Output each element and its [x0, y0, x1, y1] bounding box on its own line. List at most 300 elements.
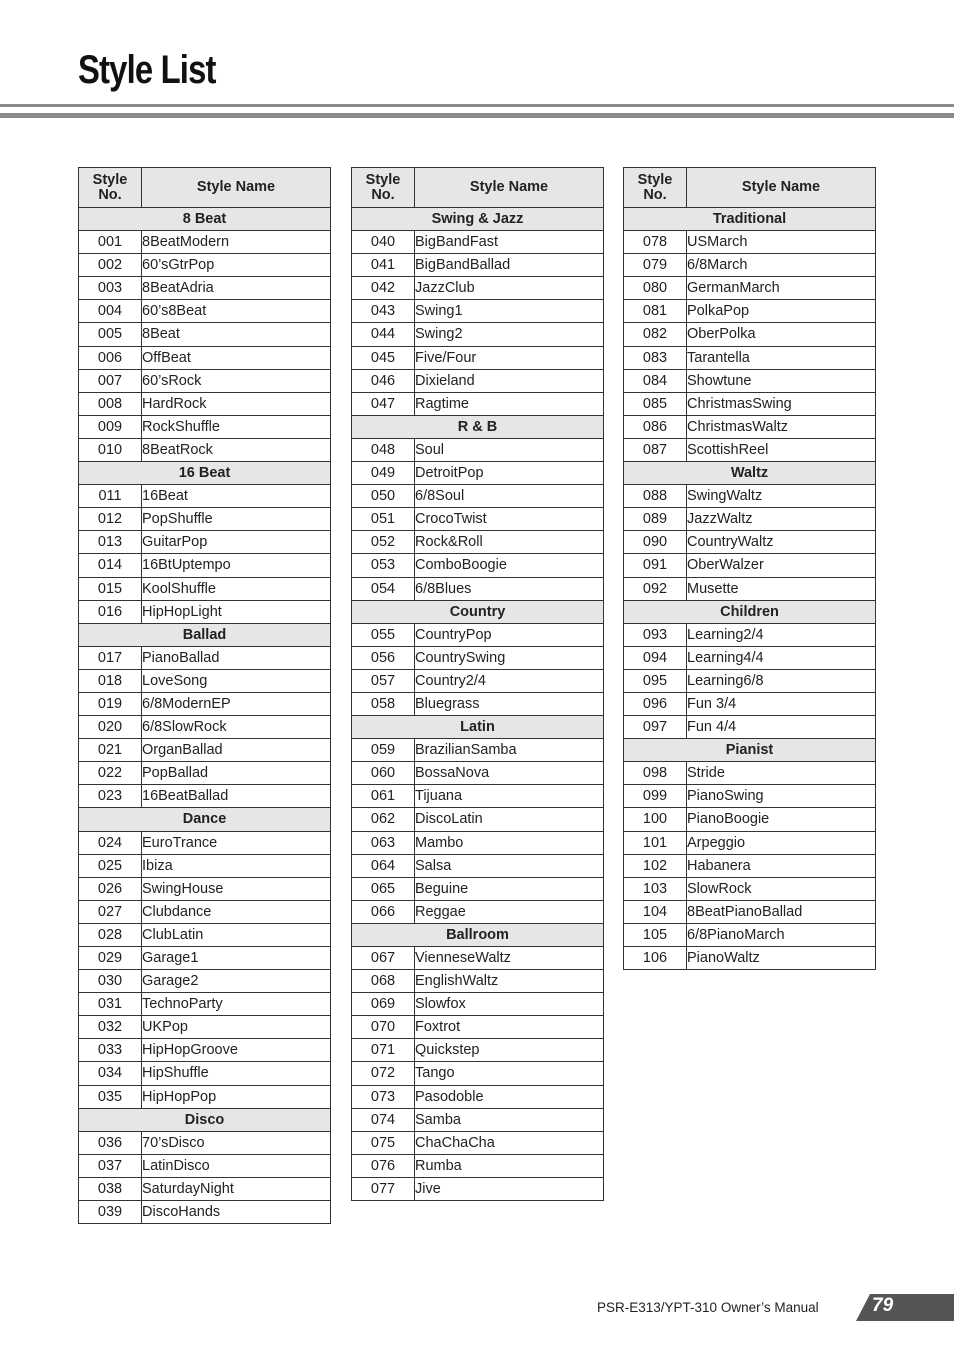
table-row [624, 623, 876, 646]
style-name: 6/8Blues [415, 577, 604, 600]
style-number: 023 [79, 785, 142, 808]
style-name: Five/Four [415, 346, 604, 369]
style-number: 060 [352, 762, 415, 785]
style-number: 008 [79, 392, 142, 415]
style-name: CountryPop [415, 623, 604, 646]
table-row [79, 577, 331, 600]
style-name: Dixieland [415, 369, 604, 392]
table-row [624, 346, 876, 369]
table-row [624, 323, 876, 346]
style-number: 105 [624, 923, 687, 946]
category-row [79, 808, 331, 831]
style-name: Swing1 [415, 300, 604, 323]
page-number: 79 [872, 1295, 894, 1316]
table-row [352, 369, 604, 392]
table-row [352, 254, 604, 277]
table-row [624, 923, 876, 946]
style-number: 033 [79, 1039, 142, 1062]
style-number: 067 [352, 947, 415, 970]
style-number: 006 [79, 346, 142, 369]
style-number: 074 [352, 1108, 415, 1131]
category-label: R & B [352, 415, 604, 438]
style-number: 058 [352, 692, 415, 715]
style-number: 095 [624, 669, 687, 692]
table-row [624, 808, 876, 831]
style-number: 018 [79, 669, 142, 692]
table-row [79, 1201, 331, 1224]
style-name: Rock&Roll [415, 531, 604, 554]
style-name: SlowRock [687, 877, 876, 900]
style-number: 041 [352, 254, 415, 277]
style-name: Ibiza [142, 854, 331, 877]
style-number: 003 [79, 277, 142, 300]
style-name: 6/8March [687, 254, 876, 277]
table-row [79, 369, 331, 392]
table-row [79, 600, 331, 623]
style-name: Samba [415, 1108, 604, 1131]
style-no-header: Style No. [624, 168, 687, 208]
style-name: 60’s8Beat [142, 300, 331, 323]
table-row [352, 323, 604, 346]
style-number: 066 [352, 900, 415, 923]
table-row [624, 785, 876, 808]
table-row [79, 692, 331, 715]
style-number: 059 [352, 739, 415, 762]
table-row [79, 323, 331, 346]
category-label: 8 Beat [79, 208, 331, 231]
table-row [624, 669, 876, 692]
table-row [79, 669, 331, 692]
style-number: 090 [624, 531, 687, 554]
category-label: 16 Beat [79, 462, 331, 485]
style-name: JazzClub [415, 277, 604, 300]
style-number: 089 [624, 508, 687, 531]
style-number: 073 [352, 1085, 415, 1108]
style-number: 077 [352, 1177, 415, 1200]
style-name: CountryWaltz [687, 531, 876, 554]
table-row [79, 1085, 331, 1108]
table-row [79, 854, 331, 877]
style-name: 60’sGtrPop [142, 254, 331, 277]
style-name: BigBandBallad [415, 254, 604, 277]
style-name: Beguine [415, 877, 604, 900]
style-number: 054 [352, 577, 415, 600]
style-number: 020 [79, 716, 142, 739]
style-number: 099 [624, 785, 687, 808]
style-number: 096 [624, 692, 687, 715]
style-name: EnglishWaltz [415, 970, 604, 993]
table-row [352, 1154, 604, 1177]
table-header-row [624, 168, 876, 208]
table-row [79, 1177, 331, 1200]
style-number: 044 [352, 323, 415, 346]
style-name: Learning4/4 [687, 646, 876, 669]
table-row [624, 392, 876, 415]
style-name: Learning2/4 [687, 623, 876, 646]
style-name: TechnoParty [142, 993, 331, 1016]
table-row [624, 254, 876, 277]
style-number: 021 [79, 739, 142, 762]
style-number: 072 [352, 1062, 415, 1085]
style-name: 6/8ModernEP [142, 692, 331, 715]
style-name: GuitarPop [142, 531, 331, 554]
style-name: PianoBallad [142, 646, 331, 669]
table-row [352, 808, 604, 831]
page-title: Style List [78, 48, 216, 92]
style-name: Soul [415, 438, 604, 461]
category-label: Country [352, 600, 604, 623]
page-number-tab [856, 1294, 954, 1321]
style-number: 009 [79, 415, 142, 438]
table-row [79, 392, 331, 415]
table-row [79, 762, 331, 785]
style-number: 026 [79, 877, 142, 900]
style-name: HipHopGroove [142, 1039, 331, 1062]
style-number: 045 [352, 346, 415, 369]
table-row [352, 646, 604, 669]
style-number: 025 [79, 854, 142, 877]
header-rule-bottom [0, 113, 954, 118]
style-name: UKPop [142, 1016, 331, 1039]
style-name: Garage2 [142, 970, 331, 993]
style-name: 8BeatModern [142, 231, 331, 254]
style-name: Showtune [687, 369, 876, 392]
style-name: USMarch [687, 231, 876, 254]
style-number: 071 [352, 1039, 415, 1062]
style-name: ChristmasWaltz [687, 415, 876, 438]
table-row [352, 277, 604, 300]
style-number: 104 [624, 900, 687, 923]
table-row [352, 1131, 604, 1154]
table-row [79, 485, 331, 508]
table-row [79, 531, 331, 554]
table-row [352, 785, 604, 808]
style-number: 005 [79, 323, 142, 346]
category-row [624, 739, 876, 762]
category-label: Waltz [624, 462, 876, 485]
category-label: Latin [352, 716, 604, 739]
table-row [79, 900, 331, 923]
style-table-2 [351, 167, 604, 1201]
style-number: 102 [624, 854, 687, 877]
style-number: 063 [352, 831, 415, 854]
style-name: Swing2 [415, 323, 604, 346]
style-number: 030 [79, 970, 142, 993]
style-name: BigBandFast [415, 231, 604, 254]
style-number: 007 [79, 369, 142, 392]
table-row [79, 716, 331, 739]
table-row [352, 438, 604, 461]
style-table-1 [78, 167, 331, 1224]
style-number: 068 [352, 970, 415, 993]
style-number: 050 [352, 485, 415, 508]
style-name: PianoSwing [687, 785, 876, 808]
style-name: HipHopLight [142, 600, 331, 623]
category-row [352, 415, 604, 438]
style-number: 065 [352, 877, 415, 900]
table-row [79, 785, 331, 808]
table-row [352, 346, 604, 369]
table-row [352, 300, 604, 323]
style-name: Salsa [415, 854, 604, 877]
table-row [79, 438, 331, 461]
table-row [352, 1039, 604, 1062]
style-number: 057 [352, 669, 415, 692]
table-row [624, 415, 876, 438]
style-name: Slowfox [415, 993, 604, 1016]
style-name: OberPolka [687, 323, 876, 346]
table-row [352, 531, 604, 554]
style-name: 70’sDisco [142, 1131, 331, 1154]
table-row [352, 577, 604, 600]
style-name: 16Beat [142, 485, 331, 508]
table-row [624, 831, 876, 854]
table-row [624, 438, 876, 461]
style-number: 012 [79, 508, 142, 531]
table-row [352, 854, 604, 877]
table-row [624, 692, 876, 715]
style-number: 002 [79, 254, 142, 277]
table-row [624, 277, 876, 300]
style-number: 036 [79, 1131, 142, 1154]
style-number: 092 [624, 577, 687, 600]
style-number: 015 [79, 577, 142, 600]
style-name: Tarantella [687, 346, 876, 369]
style-number: 087 [624, 438, 687, 461]
style-name: 6/8Soul [415, 485, 604, 508]
table-row [352, 1016, 604, 1039]
style-number: 035 [79, 1085, 142, 1108]
style-name: 60’sRock [142, 369, 331, 392]
manual-name: PSR-E313/YPT-310 Owner’s Manual [597, 1300, 819, 1315]
style-name-header: Style Name [415, 168, 604, 208]
style-name: 6/8SlowRock [142, 716, 331, 739]
table-row [79, 1016, 331, 1039]
category-row [624, 600, 876, 623]
table-row [79, 970, 331, 993]
style-number: 046 [352, 369, 415, 392]
style-no-header: Style No. [352, 168, 415, 208]
table-row [352, 392, 604, 415]
table-row [79, 993, 331, 1016]
style-name: 8BeatPianoBallad [687, 900, 876, 923]
style-number: 042 [352, 277, 415, 300]
header-rule-top [0, 104, 954, 107]
style-number: 076 [352, 1154, 415, 1177]
category-row [352, 208, 604, 231]
category-row [79, 208, 331, 231]
style-name: PianoBoogie [687, 808, 876, 831]
style-name: Foxtrot [415, 1016, 604, 1039]
table-row [352, 1085, 604, 1108]
table-row [352, 231, 604, 254]
style-name: OberWalzer [687, 554, 876, 577]
style-name: SaturdayNight [142, 1177, 331, 1200]
style-name: Clubdance [142, 900, 331, 923]
category-row [352, 716, 604, 739]
category-row [624, 208, 876, 231]
table-row [79, 554, 331, 577]
table-row [624, 231, 876, 254]
style-name: 8Beat [142, 323, 331, 346]
style-name: Pasodoble [415, 1085, 604, 1108]
style-name: Stride [687, 762, 876, 785]
style-number: 097 [624, 716, 687, 739]
style-name: Reggae [415, 900, 604, 923]
style-name: GermanMarch [687, 277, 876, 300]
style-name: HardRock [142, 392, 331, 415]
style-number: 010 [79, 438, 142, 461]
style-name: SwingWaltz [687, 485, 876, 508]
category-label: Children [624, 600, 876, 623]
table-row [352, 993, 604, 1016]
style-number: 011 [79, 485, 142, 508]
table-row [79, 1131, 331, 1154]
table-row [624, 531, 876, 554]
style-name: Habanera [687, 854, 876, 877]
style-number: 014 [79, 554, 142, 577]
table-row [79, 739, 331, 762]
style-number: 022 [79, 762, 142, 785]
style-number: 084 [624, 369, 687, 392]
style-number: 038 [79, 1177, 142, 1200]
style-number: 069 [352, 993, 415, 1016]
table-row [624, 554, 876, 577]
style-number: 098 [624, 762, 687, 785]
style-number: 016 [79, 600, 142, 623]
style-name: 6/8PianoMarch [687, 923, 876, 946]
style-name-header: Style Name [687, 168, 876, 208]
style-name: EuroTrance [142, 831, 331, 854]
table-row [79, 877, 331, 900]
style-name: PopBallad [142, 762, 331, 785]
style-name: LoveSong [142, 669, 331, 692]
style-name: 16BtUptempo [142, 554, 331, 577]
table-row [79, 254, 331, 277]
category-row [352, 600, 604, 623]
style-number: 106 [624, 947, 687, 970]
style-number: 049 [352, 462, 415, 485]
style-name: 8BeatRock [142, 438, 331, 461]
style-name: 8BeatAdria [142, 277, 331, 300]
table-row [79, 831, 331, 854]
style-number: 079 [624, 254, 687, 277]
table-row [79, 923, 331, 946]
table-row [79, 1154, 331, 1177]
table-row [352, 1062, 604, 1085]
style-number: 019 [79, 692, 142, 715]
style-number: 028 [79, 923, 142, 946]
table-row [352, 462, 604, 485]
style-number: 048 [352, 438, 415, 461]
style-number: 043 [352, 300, 415, 323]
style-name: HipShuffle [142, 1062, 331, 1085]
style-number: 088 [624, 485, 687, 508]
style-name: Country2/4 [415, 669, 604, 692]
table-row [624, 854, 876, 877]
table-row [79, 346, 331, 369]
category-label: Disco [79, 1108, 331, 1131]
category-label: Ballroom [352, 923, 604, 946]
table-row [624, 762, 876, 785]
style-number: 040 [352, 231, 415, 254]
table-row [352, 739, 604, 762]
table-row [352, 692, 604, 715]
style-name: ClubLatin [142, 923, 331, 946]
style-name: SwingHouse [142, 877, 331, 900]
table-row [79, 947, 331, 970]
category-label: Pianist [624, 739, 876, 762]
table-row [352, 554, 604, 577]
table-row [79, 508, 331, 531]
style-number: 004 [79, 300, 142, 323]
table-row [624, 485, 876, 508]
style-name: Learning6/8 [687, 669, 876, 692]
style-name: ChristmasSwing [687, 392, 876, 415]
style-name: Fun 4/4 [687, 716, 876, 739]
style-name: 16BeatBallad [142, 785, 331, 808]
table-row [352, 900, 604, 923]
style-number: 047 [352, 392, 415, 415]
style-number: 091 [624, 554, 687, 577]
style-name: OffBeat [142, 346, 331, 369]
table-row [352, 947, 604, 970]
style-name-header: Style Name [142, 168, 331, 208]
table-row [352, 762, 604, 785]
style-name: CountrySwing [415, 646, 604, 669]
category-label: Swing & Jazz [352, 208, 604, 231]
style-name: DetroitPop [415, 462, 604, 485]
table-row [352, 1108, 604, 1131]
style-number: 017 [79, 646, 142, 669]
style-number: 064 [352, 854, 415, 877]
table-row [624, 646, 876, 669]
style-name: Mambo [415, 831, 604, 854]
style-name: Tango [415, 1062, 604, 1085]
style-name: ScottishReel [687, 438, 876, 461]
table-row [624, 577, 876, 600]
style-name: Rumba [415, 1154, 604, 1177]
style-number: 078 [624, 231, 687, 254]
table-row [352, 623, 604, 646]
style-name: Arpeggio [687, 831, 876, 854]
category-label: Ballad [79, 623, 331, 646]
style-name: VienneseWaltz [415, 947, 604, 970]
category-row [624, 462, 876, 485]
style-number: 055 [352, 623, 415, 646]
style-number: 075 [352, 1131, 415, 1154]
style-number: 062 [352, 808, 415, 831]
style-name: Tijuana [415, 785, 604, 808]
table-row [79, 1062, 331, 1085]
style-number: 032 [79, 1016, 142, 1039]
table-row [624, 947, 876, 970]
style-number: 100 [624, 808, 687, 831]
style-name: PianoWaltz [687, 947, 876, 970]
style-number: 027 [79, 900, 142, 923]
table-row [624, 508, 876, 531]
category-row [79, 623, 331, 646]
style-name: Bluegrass [415, 692, 604, 715]
style-number: 101 [624, 831, 687, 854]
style-name: JazzWaltz [687, 508, 876, 531]
style-number: 029 [79, 947, 142, 970]
style-number: 081 [624, 300, 687, 323]
table-header-row [352, 168, 604, 208]
style-name: DiscoHands [142, 1201, 331, 1224]
style-number: 053 [352, 554, 415, 577]
table-row [79, 415, 331, 438]
